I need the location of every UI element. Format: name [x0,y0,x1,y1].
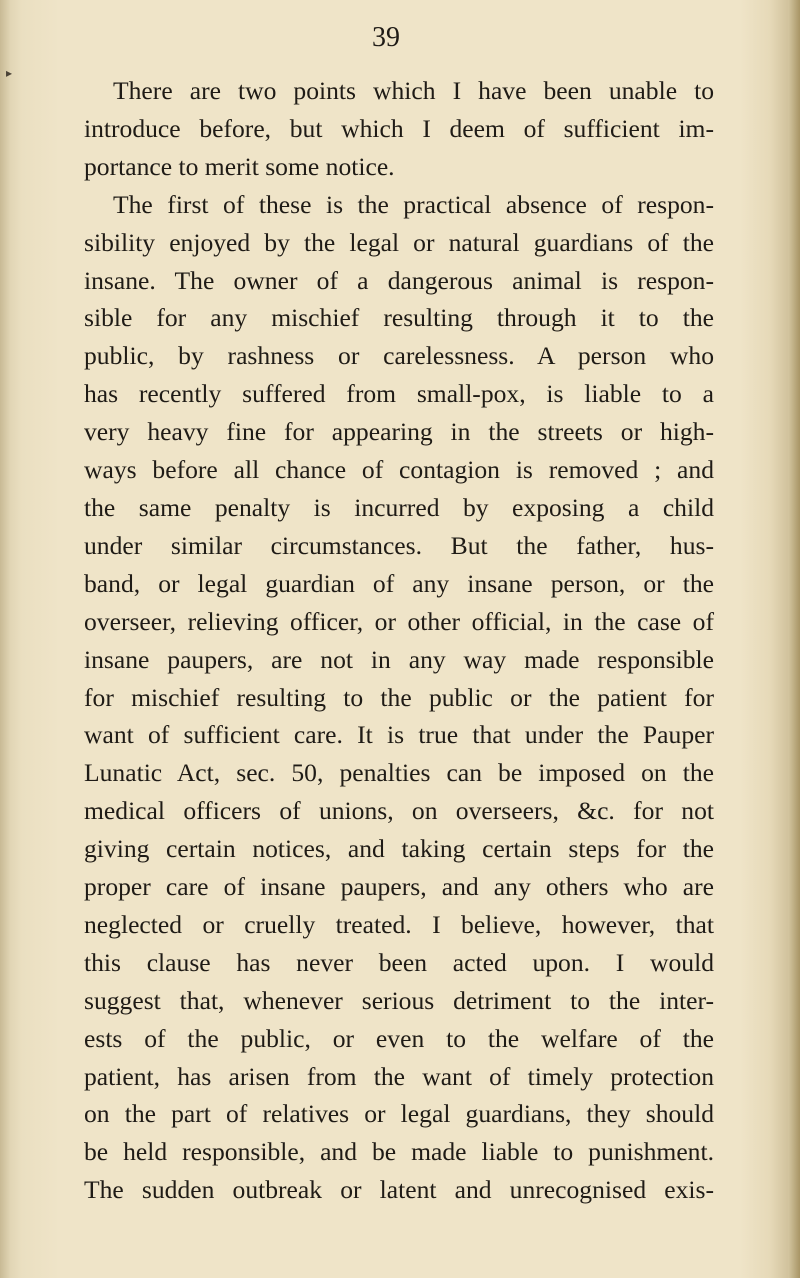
page-right-edge [788,0,800,1278]
text-line: Lunatic Act, sec. 50, penalties can be imposed on the [84,758,714,788]
text-line: patient, has arisen from the want of timely protection [84,1061,714,1091]
text-line: giving certain notices, and taking certain steps for the [84,834,714,864]
text-line: There are two points which I have been unable to [113,76,714,105]
text-line: proper care of insane paupers, and any others who are [84,872,714,902]
text-line: under similar circumstances. But the father, hus- [84,530,714,560]
text-line: neglected or cruelly treated. I believe, however, that [84,909,714,939]
text-line: ests of the public, or even to the welfare of the [84,1023,714,1053]
margin-mark: ▸ [6,66,13,80]
text-line: want of sufficient care. It is true that under the Pauper [84,720,714,750]
text-line: sibility enjoyed by the legal or natural guardians of the [84,227,714,257]
text-line: has recently suffered from small-pox, is liable to a [84,379,714,409]
text-line: suggest that, whenever serious detriment to the inter- [84,985,714,1015]
text-line: for mischief resulting to the public or the patient for [84,682,714,712]
text-line: public, by rashness or carelessness. A person who [84,341,714,371]
page-left-edge [0,0,13,1278]
text-line: band, or legal guardian of any insane person, or the [84,568,714,598]
text-line: sible for any mischief resulting through it to the [84,303,714,333]
text-line: medical officers of unions, on overseers, &c. for not [84,796,714,826]
text-line: on the part of relatives or legal guardians, they should [84,1099,714,1129]
text-line: very heavy fine for appearing in the streets or high- [84,417,714,447]
page-number: 39 [372,22,400,53]
text-line: The sudden outbreak or latent and unrecognised exis- [84,1175,714,1205]
text-line: introduce before, but which I deem of sufficient im- [84,113,714,143]
text-line: insane. The owner of a dangerous animal is respon- [84,265,714,295]
text-line: the same penalty is incurred by exposing a child [84,492,714,522]
body-text [84,72,714,1209]
text-line: portance to merit some notice. [84,151,395,181]
text-line: be held responsible, and be made liable to punishment. [84,1137,714,1167]
text-line: ways before all chance of contagion is removed ; and [84,455,714,485]
text-line: overseer, relieving officer, or other official, in the case of [84,606,714,636]
text-line: The first of these is the practical absence of respon- [113,189,714,219]
text-line: this clause has never been acted upon. I would [84,947,714,977]
text-line: insane paupers, are not in any way made responsible [84,644,714,674]
